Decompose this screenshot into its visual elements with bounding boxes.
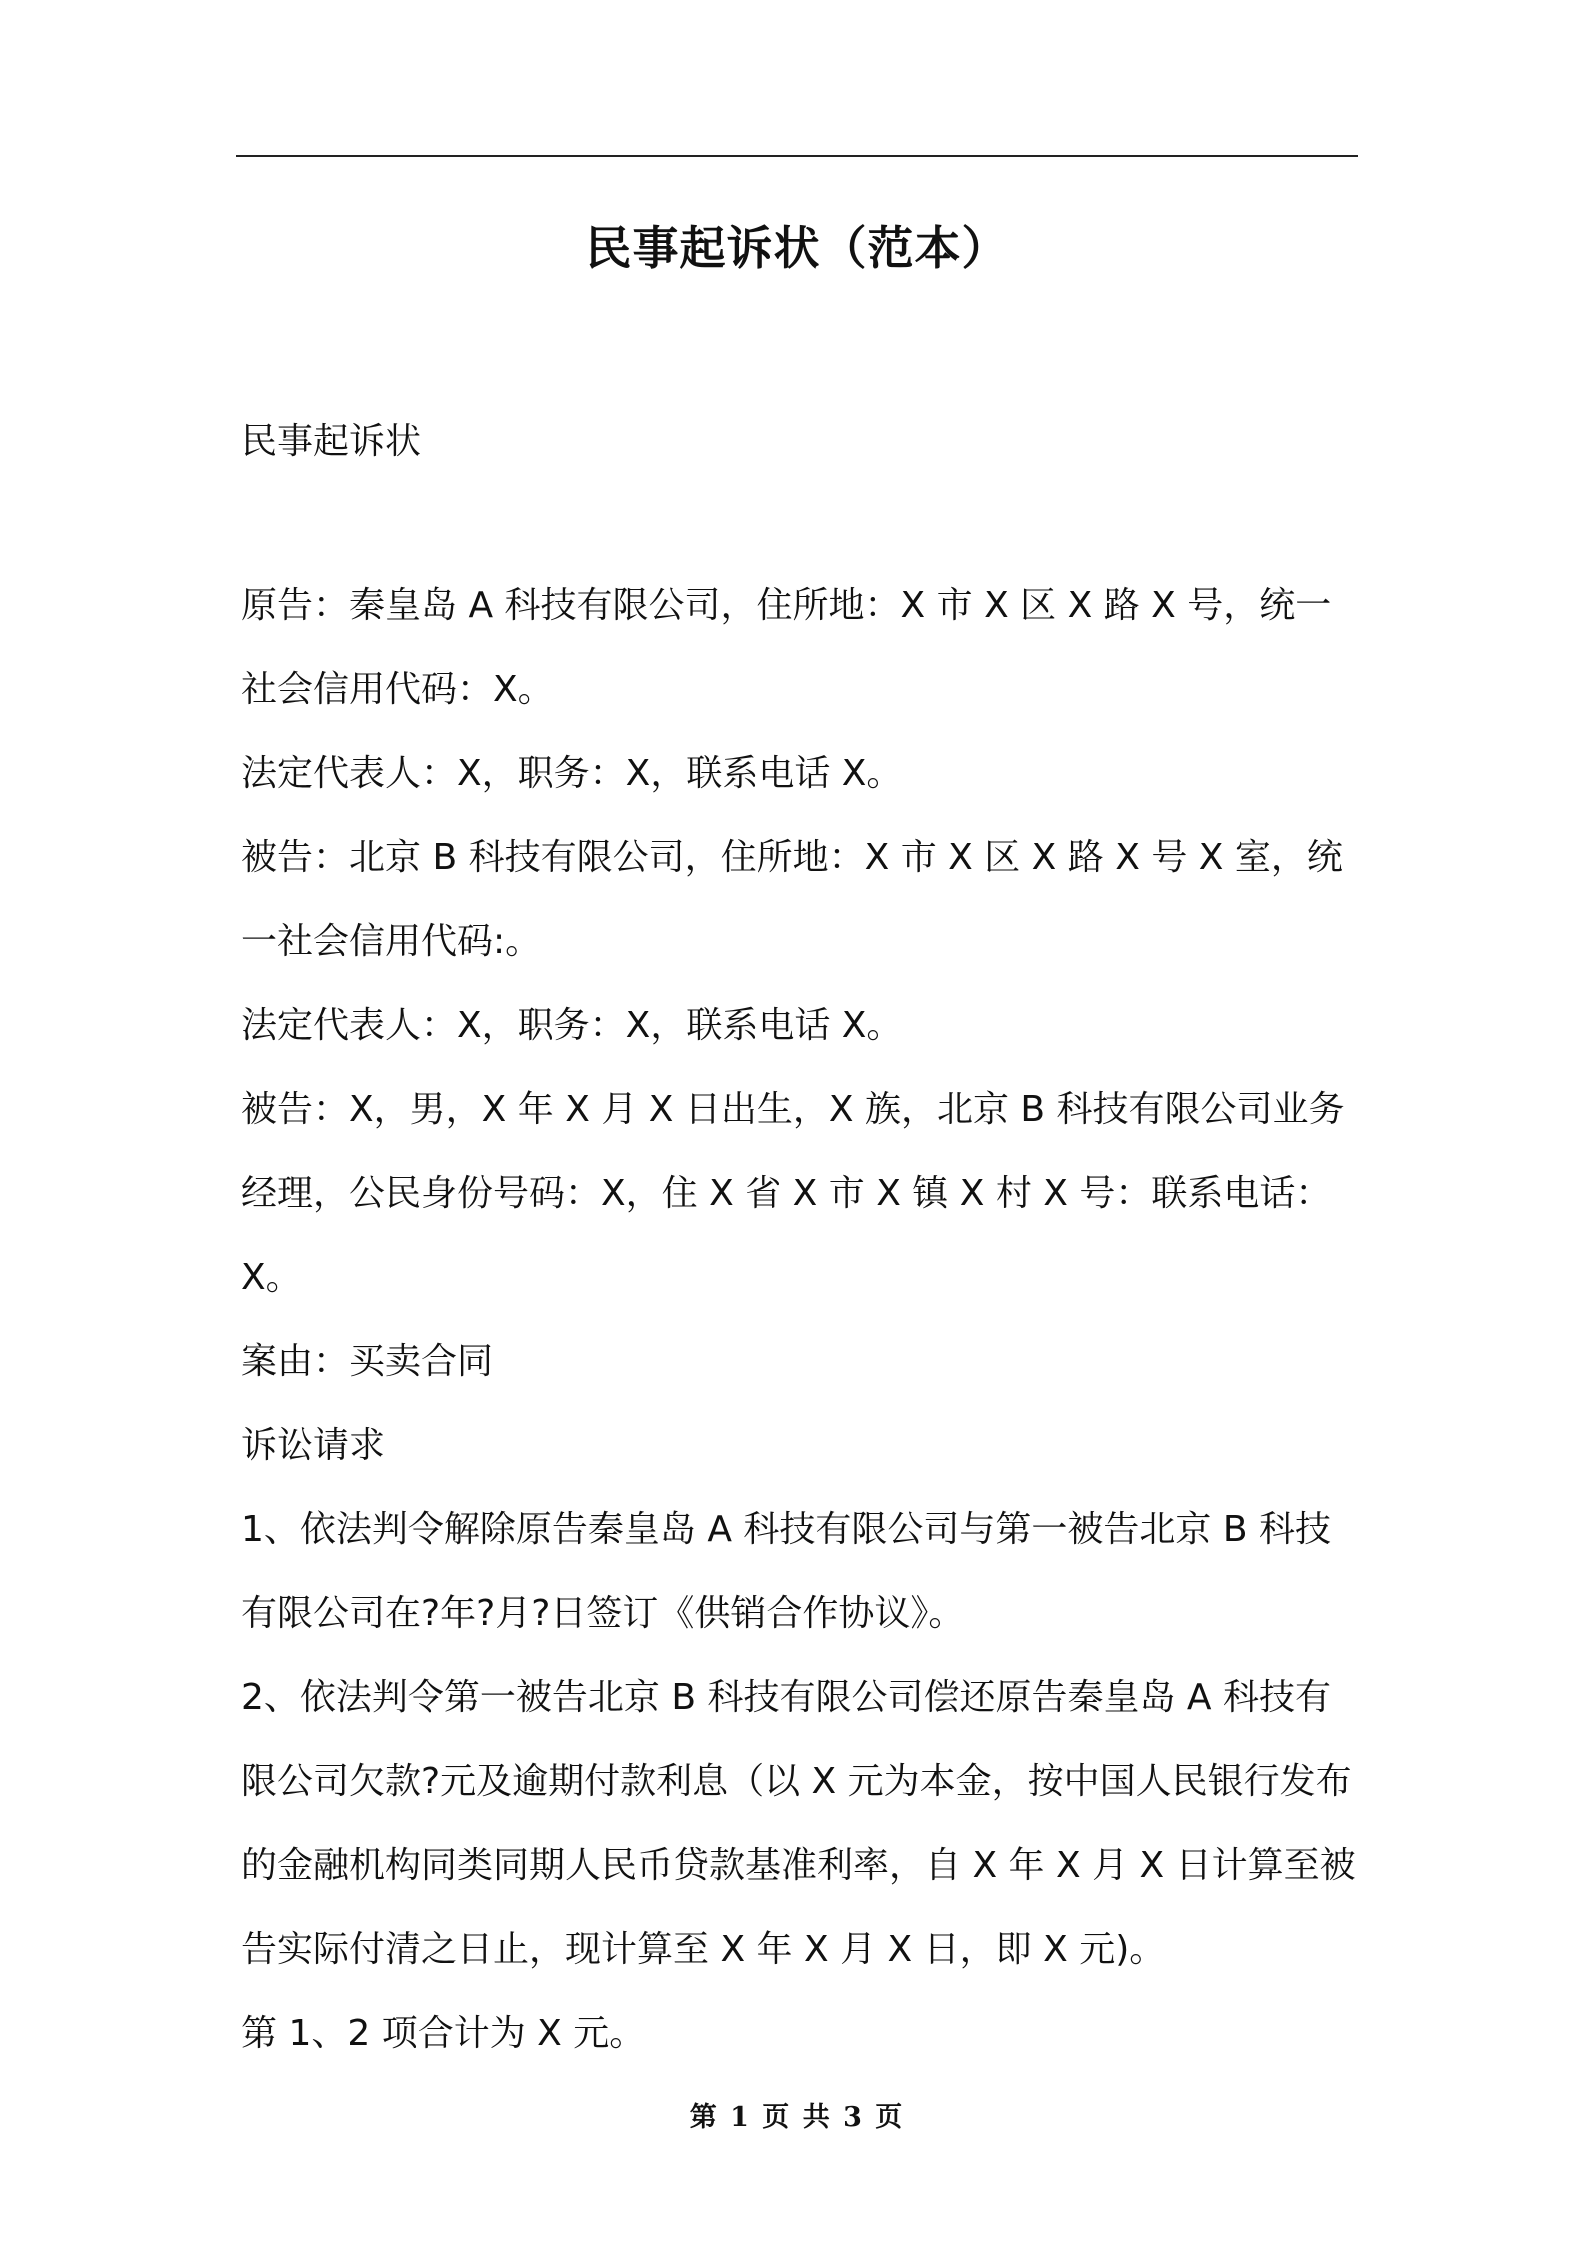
claims-heading: 诉讼请求 xyxy=(241,1425,386,1466)
defendant-representative-paragraph: 法定代表人：X，职务：X，联系电话 X。 xyxy=(241,1005,903,1046)
document-body xyxy=(241,564,1359,2076)
claims-total: 第 1、2 项合计为 X 元。 xyxy=(241,2013,646,2054)
section-heading: 民事起诉状 xyxy=(241,421,422,462)
second-defendant-paragraph: 被告：X，男，X 年 X 月 X 日出生，X 族，北京 B 科技有限公司业务经理，公民身份号码：X，住 X 省 X 市 X 镇 X 村 X 号：联系电话：X。 xyxy=(241,1089,1345,1298)
claim-item-2: 2、依法判令第一被告北京 B 科技有限公司偿还原告秦皇岛 A 科技有限公司欠款?元及逾期付款利息（以 X 元为本金，按中国人民银行发布的金融机构同类同期人民币贷款基准利率，自 X 年 X 月 X 日计算至被告实际付清之日止，现计算至 X 年 X 月 X 日，即 X 元)。 xyxy=(241,1677,1356,1970)
document-title: 民事起诉状（范本） xyxy=(585,221,1009,275)
plaintiff-paragraph: 原告：秦皇岛 A 科技有限公司，住所地：X 市 X 区 X 路 X 号，统一社会信用代码：X。 xyxy=(241,585,1332,710)
header-rule xyxy=(236,155,1358,157)
plaintiff-representative-paragraph: 法定代表人：X，职务：X，联系电话 X。 xyxy=(241,753,903,794)
defendant-paragraph: 被告：北京 B 科技有限公司，住所地：X 市 X 区 X 路 X 号 X 室，统一社会信用代码:。 xyxy=(241,837,1343,962)
cause-of-action-paragraph: 案由：买卖合同 xyxy=(241,1341,494,1382)
claim-item-1: 1、依法判令解除原告秦皇岛 A 科技有限公司与第一被告北京 B 科技有限公司在?年?月?日签订《供销合作协议》。 xyxy=(241,1509,1332,1634)
page-number: 第 1 页 共 3 页 xyxy=(689,2102,905,2133)
